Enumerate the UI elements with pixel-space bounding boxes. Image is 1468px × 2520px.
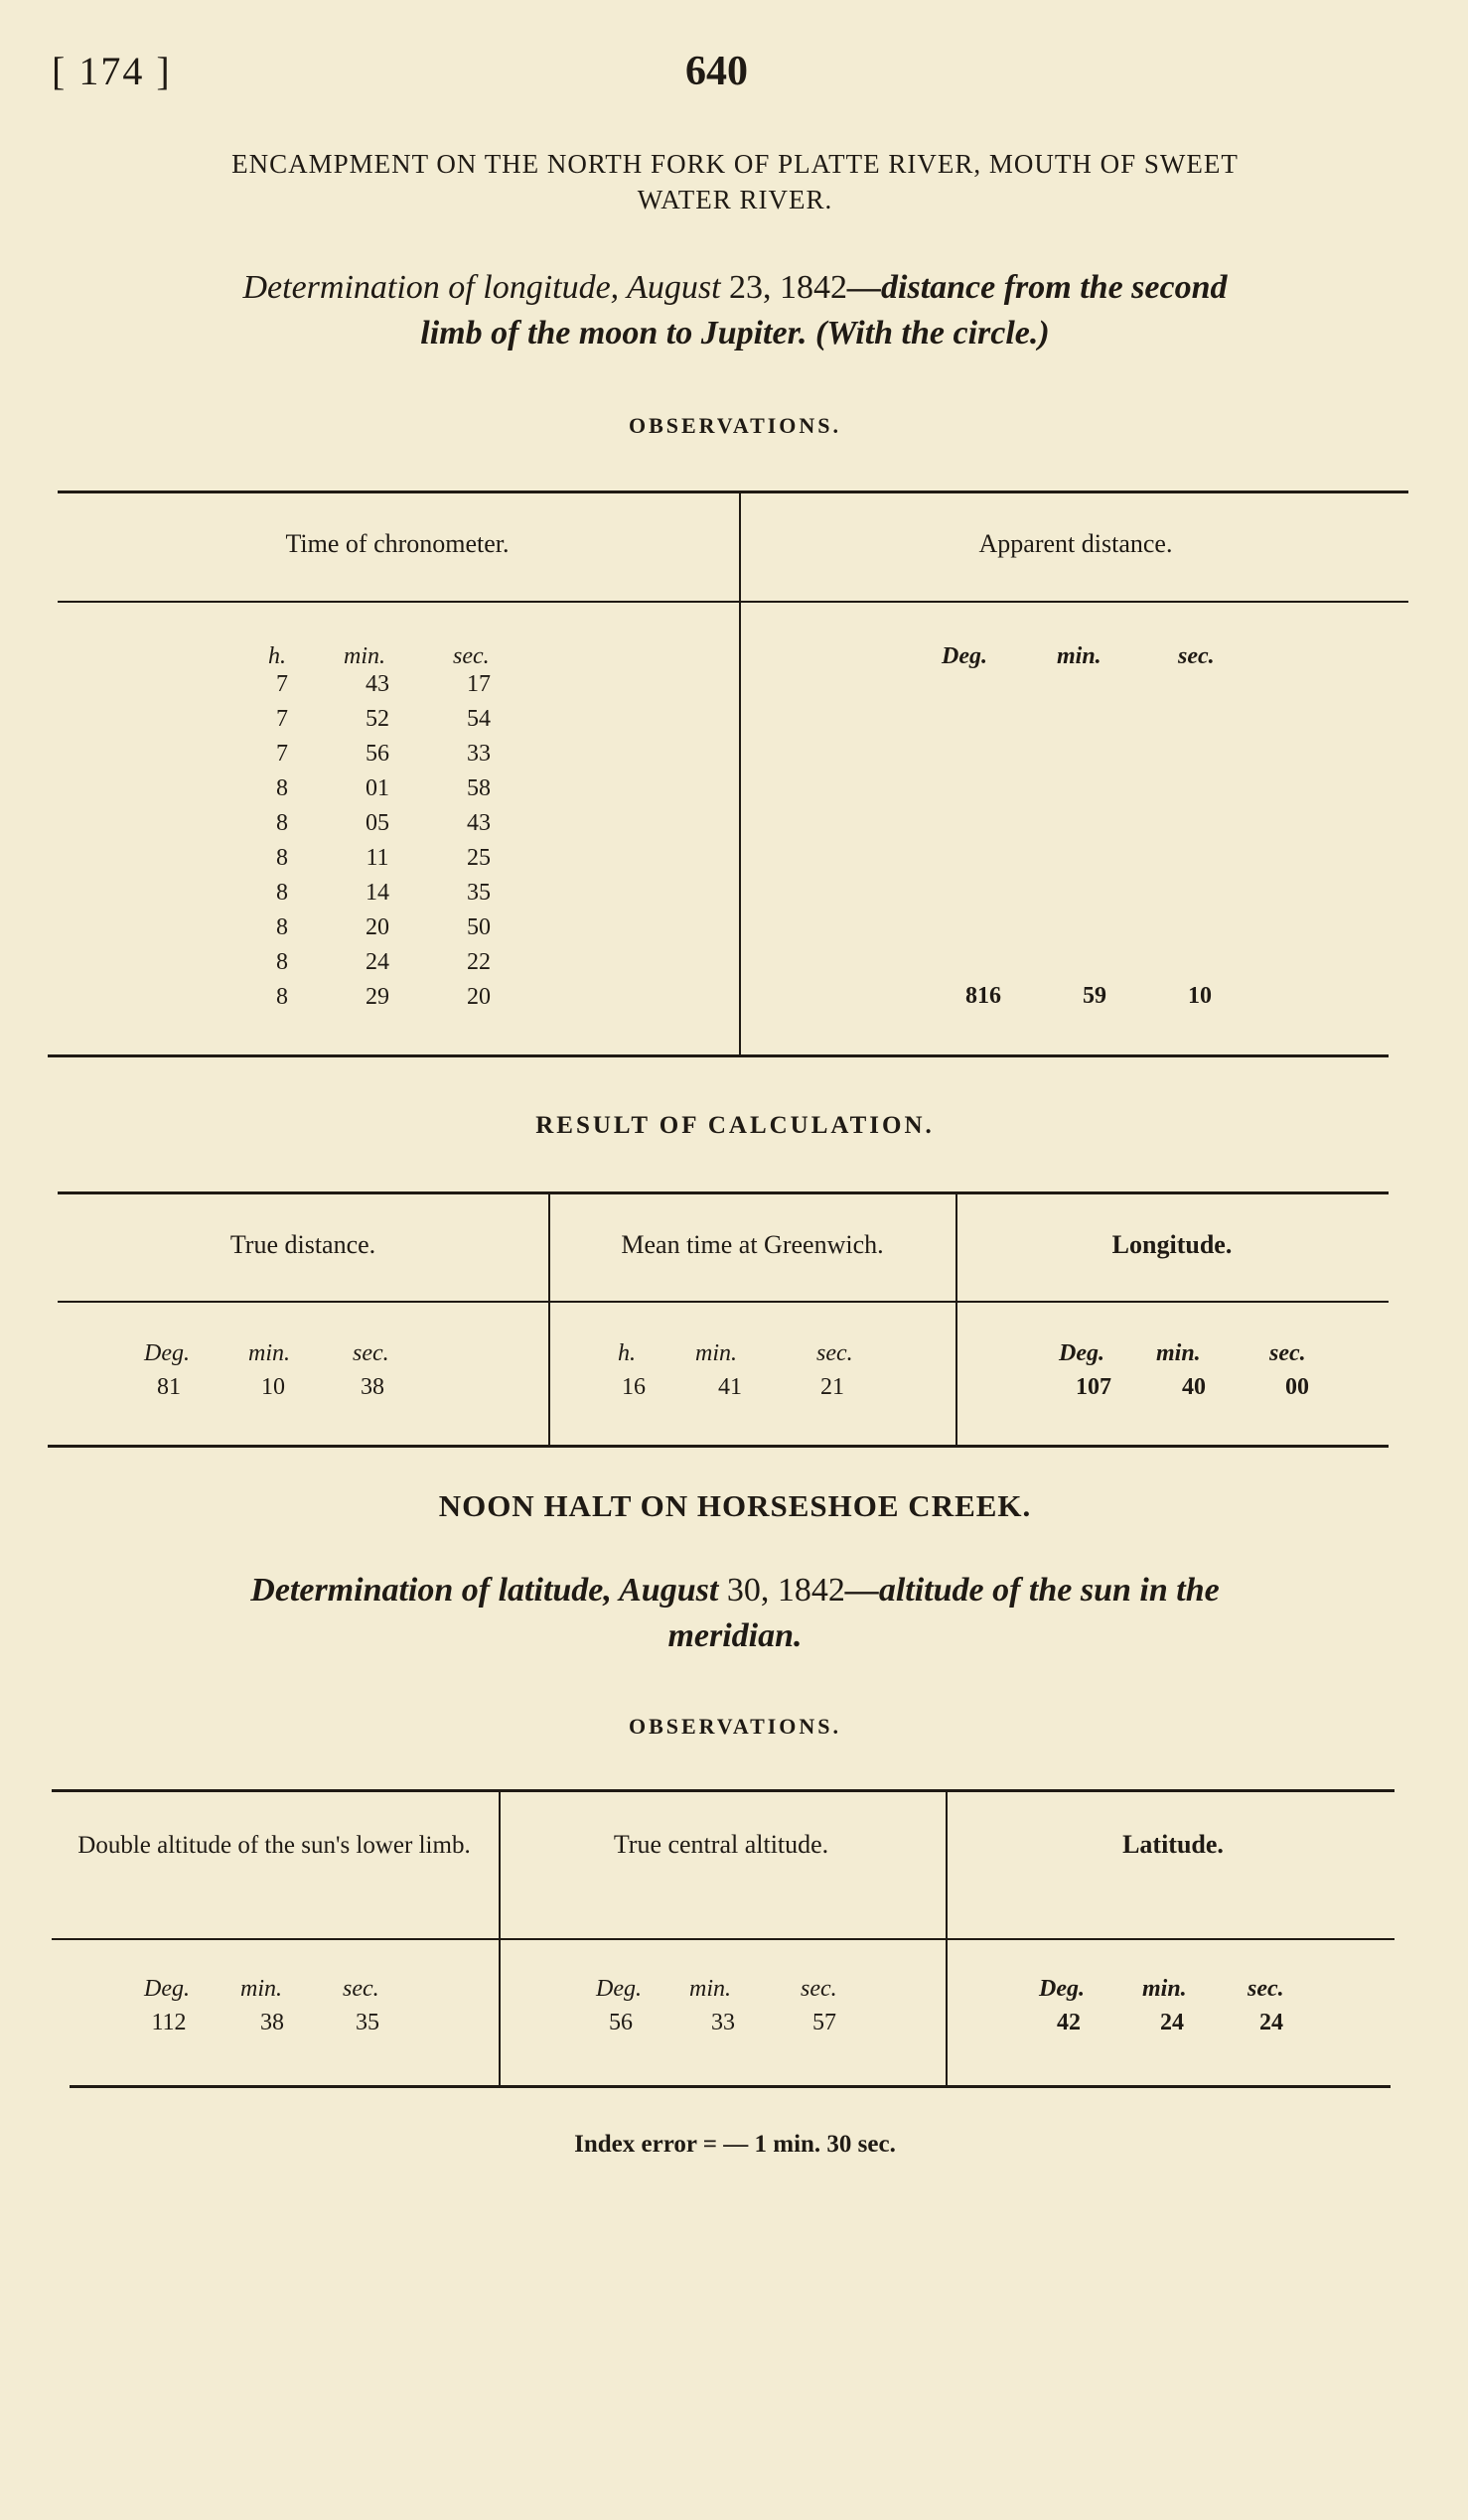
table1-header-distance: Apparent distance. xyxy=(978,529,1173,558)
heading2-line2: meridian. xyxy=(667,1617,803,1654)
table1-header-rule xyxy=(58,601,1408,603)
result-header-rule xyxy=(58,1301,1389,1303)
result-label: RESULT OF CALCULATION. xyxy=(535,1112,935,1139)
longitude-sec: 00 xyxy=(1285,1374,1309,1400)
chronometer-h-cell: 7 xyxy=(276,671,288,697)
chronometer-h-cell: 8 xyxy=(276,775,288,801)
heading-line2-text: limb of the moon to Jupiter. xyxy=(420,315,807,351)
result-divider-1 xyxy=(548,1191,550,1445)
table2-header-true-altitude: True central altitude. xyxy=(613,1830,829,1859)
section2-title: NOON HALT ON HORSESHOE CREEK. xyxy=(438,1488,1032,1523)
heading-date: 23, 1842 xyxy=(729,269,848,306)
t2-unit-deg-2: Deg. xyxy=(596,1976,642,2002)
chronometer-min-cell: 01 xyxy=(366,775,389,801)
true-altitude-sec: 57 xyxy=(812,2010,836,2035)
double-altitude-min: 38 xyxy=(260,2010,284,2035)
result-top-rule xyxy=(58,1191,1389,1194)
chronometer-min-cell: 29 xyxy=(366,984,389,1010)
chronometer-h-cell: 7 xyxy=(276,741,288,767)
t2-unit-min-3: min. xyxy=(1142,1976,1187,2002)
chronometer-h-cell: 8 xyxy=(276,949,288,975)
t2-unit-sec-1: sec. xyxy=(343,1976,379,2002)
true-altitude-min: 33 xyxy=(711,2010,735,2035)
result-header-true-distance: True distance. xyxy=(229,1230,376,1259)
heading-text-a: Determination of longitude, August xyxy=(242,269,721,306)
bracket-page-number: [ 174 ] xyxy=(52,49,172,93)
unit-deg: Deg. xyxy=(942,643,987,669)
chronometer-sec-cell: 20 xyxy=(467,984,491,1010)
heading-text-b: —distance from the second xyxy=(847,269,1228,306)
res-unit-min: min. xyxy=(248,1340,290,1366)
longitude-min: 40 xyxy=(1182,1374,1206,1400)
res-unit-min-2: min. xyxy=(695,1340,737,1366)
res-unit-min-3: min. xyxy=(1156,1340,1201,1366)
chronometer-h-cell: 8 xyxy=(276,880,288,906)
chronometer-sec-cell: 58 xyxy=(467,775,491,801)
section1-title-line2: WATER RIVER. xyxy=(637,185,833,214)
section1-heading-line2 xyxy=(40,310,1430,357)
observations-label-2: OBSERVATIONS. xyxy=(628,1714,842,1739)
section2-heading-line2 xyxy=(40,1612,1430,1660)
true-distance-min: 10 xyxy=(261,1374,285,1400)
double-altitude-sec: 35 xyxy=(356,2010,379,2035)
table2-header-rule xyxy=(52,1938,1395,1940)
chronometer-h-cell: 7 xyxy=(276,706,288,732)
table1-divider xyxy=(739,490,741,1054)
res-unit-deg-3: Deg. xyxy=(1059,1340,1104,1366)
unit-sec-2: sec. xyxy=(1178,643,1215,669)
longitude-deg: 107 xyxy=(1076,1374,1111,1400)
greenwich-min: 41 xyxy=(718,1374,742,1400)
chronometer-h-cell: 8 xyxy=(276,984,288,1010)
result-header-longitude: Longitude. xyxy=(1111,1230,1233,1259)
chronometer-min-cell: 05 xyxy=(366,810,389,836)
table2-top-rule xyxy=(52,1789,1395,1792)
chronometer-sec-cell: 35 xyxy=(467,880,491,906)
chronometer-sec-cell: 25 xyxy=(467,845,491,871)
chronometer-min-cell: 20 xyxy=(366,914,389,940)
chronometer-sec-cell: 50 xyxy=(467,914,491,940)
greenwich-h: 16 xyxy=(622,1374,646,1400)
chronometer-min-cell: 52 xyxy=(366,706,389,732)
result-divider-2 xyxy=(955,1191,957,1445)
t2-unit-min-2: min. xyxy=(689,1976,731,2002)
chronometer-h-cell: 8 xyxy=(276,914,288,940)
chronometer-h-cell: 8 xyxy=(276,810,288,836)
res-unit-sec: sec. xyxy=(353,1340,389,1366)
greenwich-sec: 21 xyxy=(820,1374,844,1400)
latitude-min: 24 xyxy=(1160,2010,1184,2035)
section2-heading-line1 xyxy=(40,1567,1430,1614)
true-distance-deg: 81 xyxy=(157,1374,181,1400)
apparent-sec: 10 xyxy=(1188,983,1212,1009)
t2-unit-deg-1: Deg. xyxy=(144,1976,190,2002)
page-number: 640 xyxy=(685,49,748,94)
res-unit-sec-3: sec. xyxy=(1269,1340,1306,1366)
t2-unit-min-1: min. xyxy=(240,1976,282,2002)
index-error-note: Index error = — 1 min. 30 sec. xyxy=(574,2131,896,2158)
chronometer-min-cell: 24 xyxy=(366,949,389,975)
table2-bottom-rule xyxy=(70,2085,1391,2088)
table2-header-double-altitude: Double altitude of the sun's lower limb. xyxy=(77,1832,471,1859)
result-bottom-rule xyxy=(48,1445,1389,1448)
res-unit-h: h. xyxy=(618,1340,636,1366)
chronometer-sec-cell: 17 xyxy=(467,671,491,697)
res-unit-deg: Deg. xyxy=(144,1340,190,1366)
section1-title-line1: ENCAMPMENT ON THE NORTH FORK OF PLATTE RIVER, MOUTH OF SWEET xyxy=(231,149,1239,179)
chronometer-min-cell: 11 xyxy=(366,845,389,871)
latitude-sec: 24 xyxy=(1259,2010,1283,2035)
unit-h: h. xyxy=(268,643,286,669)
table1-header-time: Time of chronometer. xyxy=(285,529,510,558)
table1-bottom-rule xyxy=(48,1054,1389,1057)
result-header-mean-time: Mean time at Greenwich. xyxy=(621,1230,884,1259)
t2-unit-sec-2: sec. xyxy=(801,1976,837,2002)
t2-unit-sec-3: sec. xyxy=(1248,1976,1284,2002)
chronometer-h-cell: 8 xyxy=(276,845,288,871)
observations-label-1: OBSERVATIONS. xyxy=(628,413,842,438)
chronometer-min-cell: 56 xyxy=(366,741,389,767)
chronometer-min-cell: 14 xyxy=(366,880,389,906)
heading2-text-b: —altitude of the sun in the xyxy=(844,1572,1220,1609)
chronometer-min-cell: 43 xyxy=(366,671,389,697)
heading2-text-a: Determination of latitude, August xyxy=(250,1572,719,1609)
true-distance-sec: 38 xyxy=(361,1374,384,1400)
chronometer-sec-cell: 54 xyxy=(467,706,491,732)
res-unit-sec-2: sec. xyxy=(816,1340,853,1366)
chronometer-sec-cell: 33 xyxy=(467,741,491,767)
unit-sec: sec. xyxy=(453,643,490,669)
chronometer-sec-cell: 43 xyxy=(467,810,491,836)
t2-unit-deg-3: Deg. xyxy=(1039,1976,1085,2002)
heading2-date: 30, 1842 xyxy=(726,1572,845,1609)
section1-heading-line1 xyxy=(40,264,1430,312)
chronometer-sec-cell: 22 xyxy=(467,949,491,975)
true-altitude-deg: 56 xyxy=(609,2010,633,2035)
table2-header-latitude: Latitude. xyxy=(1122,1830,1224,1859)
unit-min: min. xyxy=(344,643,385,669)
apparent-deg: 816 xyxy=(965,983,1001,1009)
latitude-deg: 42 xyxy=(1057,2010,1081,2035)
double-altitude-deg: 112 xyxy=(151,2010,187,2035)
table1-top-rule xyxy=(58,490,1408,493)
apparent-min: 59 xyxy=(1083,983,1106,1009)
unit-min-2: min. xyxy=(1057,643,1101,669)
heading-note: (With the circle.) xyxy=(814,315,1050,351)
